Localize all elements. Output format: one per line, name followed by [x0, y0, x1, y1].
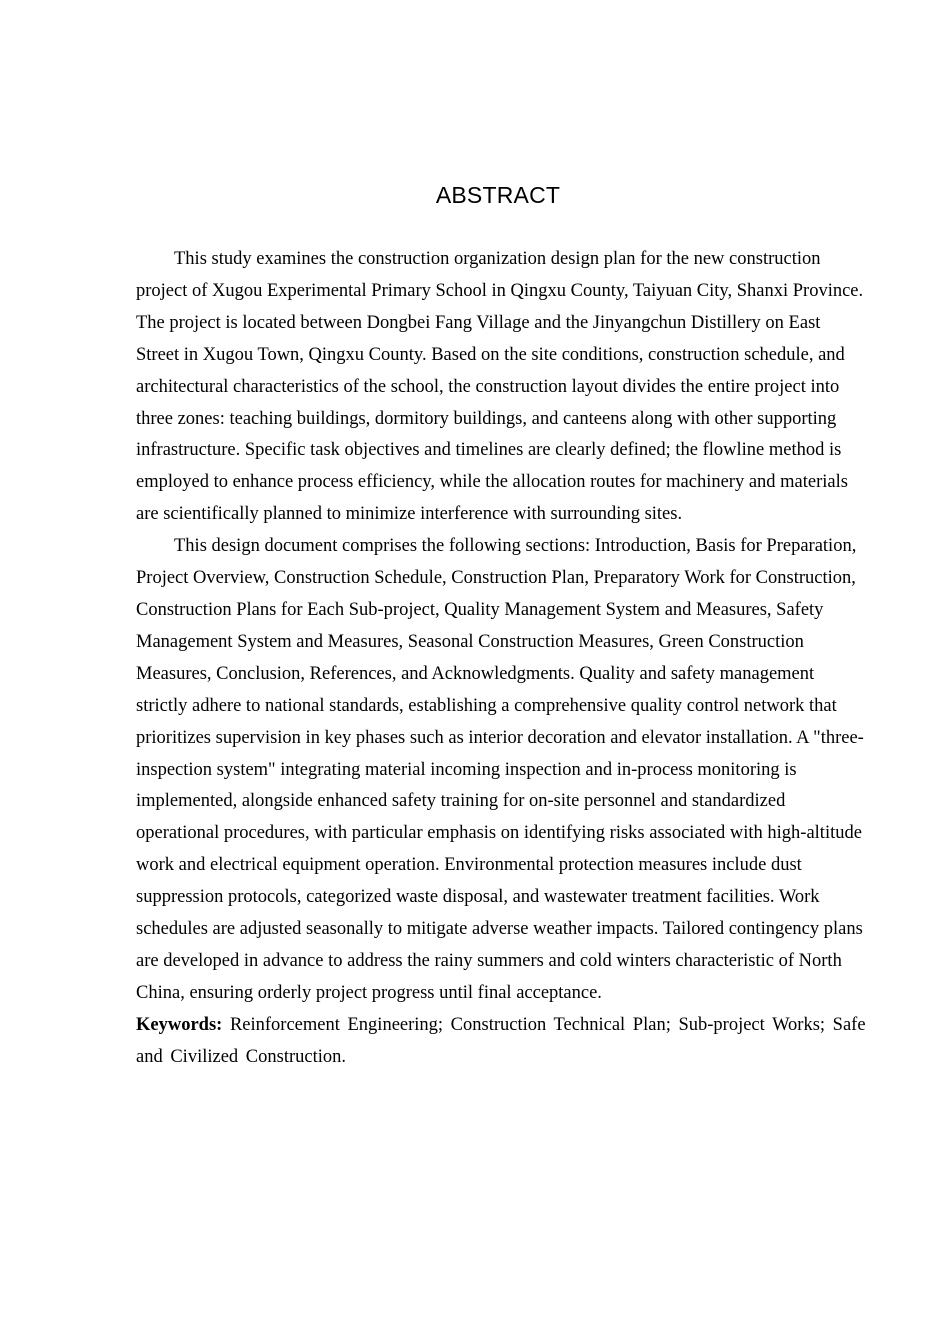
abstract-paragraph-1: This study examines the construction organization design plan for the new construction project of Xugou Experimental Primary School in Qingxu County, Taiyuan City, Shanxi Province. The project is located between Dongbei Fang Village and the Jinyangchun Distillery on East Street in Xugou Town, Qingxu County. Based on the site conditions, construction schedule, and architectural characteristics of the school, the construction layout divides the entire project into three zones: teaching buildings, dormitory buildings, and canteens along with other supporting infrastructure. Specific task objectives and timelines are clearly defined; the flowline method is employed to enhance process efficiency, while the allocation routes for machinery and materials are scientifically planned to minimize interference with surrounding sites. — [136, 249, 864, 525]
keywords-line — [136, 1010, 866, 1074]
abstract-paragraph-2: This design document comprises the following sections: Introduction, Basis for Preparation, Project Overview, Construction Schedule, Construction Plan, Preparatory Work for Construction, Construction Plans for Each Sub-project, Quality Management System and Measures, Safety Management System and Measures, Seasonal Construction Measures, Green Construction Measures, Conclusion, References, and Acknowledgments. Quality and safety management strictly adhere to national standards, establishing a comprehensive quality control network that prioritizes supervision in key phases such as interior decoration and elevator installation. A "three-inspection system" integrating material incoming inspection and in-process monitoring is implemented, alongside enhanced safety training for on-site personnel and standardized operational procedures, with particular emphasis on identifying risks associated with high-altitude work and electrical equipment operation. Environmental protection measures include dust suppression protocols, categorized waste disposal, and wastewater treatment facilities. Work schedules are adjusted seasonally to mitigate adverse weather impacts. Tailored contingency plans are developed in advance to address the rainy summers and cold winters characteristic of North China, ensuring orderly project progress until final acceptance. — [136, 536, 864, 1003]
abstract-title: ABSTRACT — [435, 182, 561, 208]
keywords-text: Reinforcement Engineering; Construction Technical Plan; Sub-project Works; Safe and Civilized Construction. — [136, 1014, 866, 1067]
abstract-body — [136, 244, 866, 1074]
keywords-label: Keywords: — [136, 1014, 223, 1035]
